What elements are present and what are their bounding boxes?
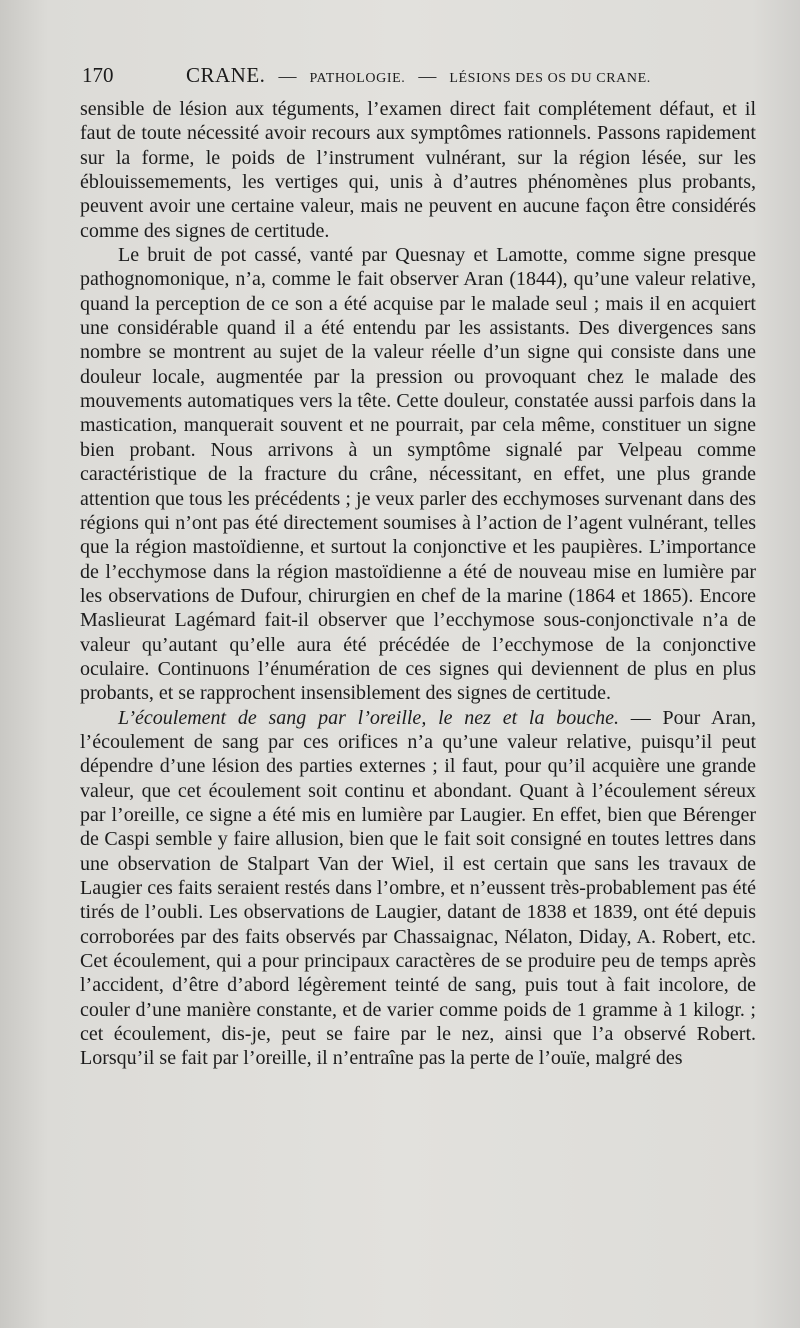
page-body [80,97,756,1071]
paragraph-text: Le bruit de pot cassé, vanté par Quesnay et Lamotte, comme signe presque pathognomonique, n’a, comme le fait observer Aran (1844), qu’une valeur relative, quand la perception de ce son a été acquise par le malade seul ; mais il en acquiert une considérable quand il a été entendu par les assistants. Des divergences sans nombre se montrent au sujet de la valeur réelle d’un signe qui consiste dans une douleur locale, augmentée par la pression ou provoquant chez le malade des mouvements automatiques vers la tête. Cette douleur, constatée aussi parfois dans la mastication, manquerait souvent et ne pourrait, par cela même, constituer un signe bien probant. Nous arrivons à un symptôme signalé par Velpeau comme caractéristique de la fracture du crâne, nécessitant, en effet, une plus grande attention que tous les précédents ; je veux parler des ecchymoses survenant dans des régions qui n’ont pas été directement soumises à l’action de l’agent vulnérant, telles que la région mastoïdienne, et surtout la conjonctive et les paupières. L’importance de l’ecchymose dans la région mastoïdienne a été de nouveau mise en lumière par les observations de Dufour, chirurgien en chef de la marine (1864 et 1865). Encore Maslieurat Lagémard fait-il observer que l’ecchymose sous-conjonctivale n’a de valeur qu’autant qu’elle aura été précédée de l’ecchymose de la conjonctive oculaire. Continuons l’énumération de ces signes qui deviennent de plus en plus probants, et se rapprochent insensiblement des signes de certitude. [80,244,756,705]
header-dash: — [278,66,297,86]
paragraph-text: — Pour Aran, l’écoulement de sang par ces orifices n’a qu’une valeur relative, puisqu’il peut dépendre d’une lésion des parties externes ; il faut, pour qu’il acquière une grande valeur, que cet écoulement soit continu et abondant. Quant à l’écoulement séreux par l’oreille, ce signe a été mis en lumière par Laugier. En effet, bien que Bérenger de Caspi semble y faire allusion, bien que le fait soit consigné en toutes lettres dans une observation de Stalpart Van der Wiel, il est certain que sans les travaux de Laugier ces faits seraient restés dans l’ombre, et n’eussent très-probablement pas été tirés de l’oubli. Les observations de Laugier, datant de 1838 et 1839, ont été depuis corroborées par des faits observés par Chassaignac, Nélaton, Diday, A. Robert, etc. Cet écoulement, qui a pour principaux caractères de se produire peu de temps après l’accident, d’être d’abord légèrement teinté de sang, puis tout à fait incolore, de couler d’une manière constante, et de varier comme poids de 1 gramme à 1 kilogr. ; cet écoulement, dis-je, peut se faire par le nez, ainsi que l’a observé Robert. Lorsqu’il se fait par l’oreille, il n’entraîne pas la perte de l’ouïe, malgré des [80,706,756,1070]
paragraph-italic-heading: L’écoulement de sang par l’oreille, le nez et la bouche. [118,706,620,729]
paragraph-ecoulement [80,706,756,1071]
running-title [186,60,651,94]
paragraph-continuation [80,97,756,243]
paragraph-text: sensible de lésion aux téguments, l’examen direct fait complétement défaut, et il faut de toute nécessité avoir recours aux symptômes rationnels. Passons rapidement sur la forme, le poids de l’instrument vulnérant, sur la région lésée, sur les éblouissemements, les vertiges qui, unis à d’autres phénomènes plus probants, peuvent avoir une certaine valeur, mais ne peuvent en aucune façon être considérés comme des signes de certitude. [80,98,756,242]
subsection-title: LÉSIONS DES OS DU CRANE. [449,71,651,86]
page-number: 170 [82,63,114,87]
section-title: PATHOLOGIE. [309,71,406,86]
chapter-title: CRANE. [186,63,266,87]
paragraph-pot-casse [80,243,756,706]
header-dash: — [418,66,437,86]
running-header [82,60,754,90]
